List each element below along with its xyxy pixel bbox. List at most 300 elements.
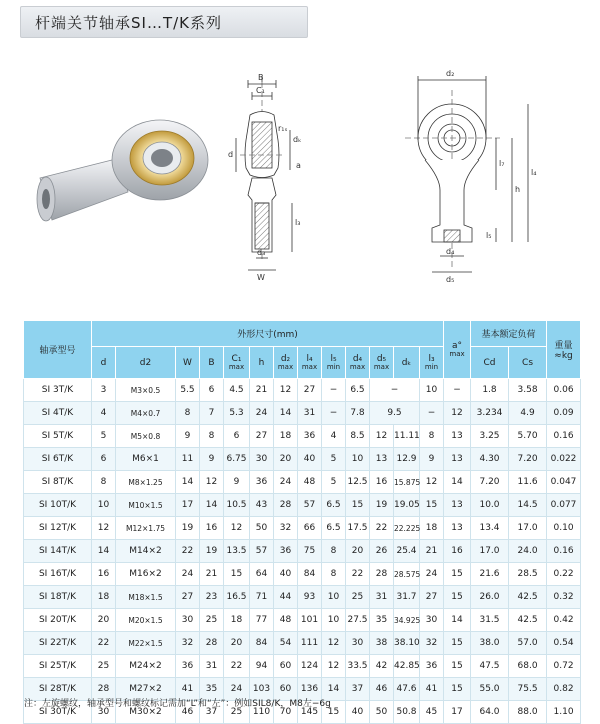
table-cell: 103 — [250, 678, 274, 701]
table-cell: 43 — [250, 494, 274, 517]
table-cell: 0.82 — [547, 678, 581, 701]
table-cell: 19 — [370, 494, 394, 517]
table-cell: 60 — [274, 678, 298, 701]
table-cell: 8 — [322, 540, 346, 563]
table-cell: 15 — [444, 563, 471, 586]
table-cell: 13 — [444, 517, 471, 540]
table-cell: SI 14T/K — [24, 540, 92, 563]
label-B: B — [258, 73, 264, 82]
table-row — [24, 609, 581, 632]
table-cell: 0.16 — [547, 540, 581, 563]
table-cell: − — [370, 379, 420, 402]
header-weight: 重量 ≈kg — [547, 321, 581, 379]
table-cell: 14 — [322, 678, 346, 701]
table-cell: 145 — [298, 701, 322, 724]
table-cell: 68.0 — [509, 655, 547, 678]
table-cell: 24 — [420, 563, 444, 586]
table-cell: SI 4T/K — [24, 402, 92, 425]
table-cell: 0.32 — [547, 586, 581, 609]
table-cell: 15 — [444, 678, 471, 701]
table-row — [24, 655, 581, 678]
table-cell: 15 — [444, 655, 471, 678]
label-d2: d₂ — [446, 69, 455, 78]
table-cell: 35 — [200, 678, 224, 701]
table-cell: 4.5 — [224, 379, 250, 402]
table-cell: 41 — [420, 678, 444, 701]
table-cell: 28 — [370, 563, 394, 586]
table-cell: M6×1 — [116, 448, 176, 471]
table-cell: 50.8 — [394, 701, 420, 724]
label-h: h — [515, 185, 521, 194]
table-cell: 10 — [346, 448, 370, 471]
table-cell: 32 — [274, 517, 298, 540]
table-cell: 25 — [224, 701, 250, 724]
table-row — [24, 563, 581, 586]
table-cell: 16 — [200, 517, 224, 540]
table-cell: SI 6T/K — [24, 448, 92, 471]
label-l3: l₃ — [295, 218, 301, 227]
table-cell: 30 — [176, 609, 200, 632]
table-cell: 25.4 — [394, 540, 420, 563]
header-model: 轴承型号 — [24, 321, 92, 379]
table-cell: 8 — [176, 402, 200, 425]
table-cell: 11 — [176, 448, 200, 471]
table-cell: SI 22T/K — [24, 632, 92, 655]
table-cell: 33.5 — [346, 655, 370, 678]
table-cell: 38 — [370, 632, 394, 655]
table-cell: 37 — [200, 701, 224, 724]
table-cell: 28.5 — [509, 563, 547, 586]
table-cell: SI 25T/K — [24, 655, 92, 678]
label-a: a — [296, 161, 301, 170]
table-cell: 18 — [274, 425, 298, 448]
table-cell: 46 — [370, 678, 394, 701]
table-cell: 38.10 — [394, 632, 420, 655]
table-cell: 28 — [274, 494, 298, 517]
header-angle: a° max — [444, 321, 471, 379]
table-cell: 42 — [370, 655, 394, 678]
table-cell: 4.9 — [509, 402, 547, 425]
table-cell: 55.0 — [471, 678, 509, 701]
table-cell: 3 — [92, 379, 116, 402]
header-Cs: Cs — [509, 347, 547, 379]
table-cell: 16 — [444, 540, 471, 563]
table-cell: 16 — [370, 471, 394, 494]
table-cell: 46 — [176, 701, 200, 724]
table-cell: 16 — [92, 563, 116, 586]
table-cell: 10 — [322, 586, 346, 609]
table-cell: 9 — [224, 471, 250, 494]
table-cell: 41 — [176, 678, 200, 701]
table-cell: 21 — [420, 540, 444, 563]
table-cell: 6 — [92, 448, 116, 471]
table-cell: 31 — [370, 586, 394, 609]
table-cell: 24 — [274, 471, 298, 494]
table-cell: 14 — [444, 609, 471, 632]
header-d2: d2 — [116, 347, 176, 379]
header-Cd: Cd — [471, 347, 509, 379]
header-dz: d₂ max — [274, 347, 298, 379]
table-cell: 14 — [444, 471, 471, 494]
table-cell: 32 — [420, 632, 444, 655]
table-cell: 57.0 — [509, 632, 547, 655]
table-cell: SI 5T/K — [24, 425, 92, 448]
table-cell: 13 — [370, 448, 394, 471]
table-cell: 26 — [370, 540, 394, 563]
table-cell: 11.6 — [509, 471, 547, 494]
table-cell: 19 — [200, 540, 224, 563]
table-cell: 13.4 — [471, 517, 509, 540]
table-cell: 12 — [200, 471, 224, 494]
table-cell: 54 — [274, 632, 298, 655]
table-cell: 18 — [224, 609, 250, 632]
table-cell: M30×2 — [116, 701, 176, 724]
table-cell: 5 — [322, 448, 346, 471]
table-cell: 15 — [346, 494, 370, 517]
table-cell: 4 — [92, 402, 116, 425]
table-cell: 18 — [92, 586, 116, 609]
table-cell: 6 — [200, 379, 224, 402]
table-cell: 28 — [200, 632, 224, 655]
table-cell: 5.5 — [176, 379, 200, 402]
table-cell: 15 — [420, 494, 444, 517]
header-d4: d₄ max — [346, 347, 370, 379]
table-cell: 3.234 — [471, 402, 509, 425]
table-cell: 88.0 — [509, 701, 547, 724]
header-outer-dims: 外形尺寸(mm) — [92, 321, 444, 347]
table-cell: 13 — [444, 425, 471, 448]
table-cell: M12×1.75 — [116, 517, 176, 540]
label-d5: d₅ — [446, 275, 455, 284]
table-cell: 14.5 — [509, 494, 547, 517]
table-cell: 1.8 — [471, 379, 509, 402]
table-cell: 12 — [322, 655, 346, 678]
label-l5: l₅ — [486, 231, 492, 240]
table-cell: 30 — [92, 701, 116, 724]
header-d: d — [92, 347, 116, 379]
table-cell: 22 — [176, 540, 200, 563]
table-row — [24, 517, 581, 540]
label-d: d — [228, 150, 234, 159]
spec-table — [23, 320, 581, 724]
table-cell: 0.077 — [547, 494, 581, 517]
table-cell: 22 — [224, 655, 250, 678]
table-cell: 0.42 — [547, 609, 581, 632]
table-cell: 9 — [176, 425, 200, 448]
table-cell: 3.25 — [471, 425, 509, 448]
table-cell: − — [444, 379, 471, 402]
table-cell: 25 — [200, 609, 224, 632]
table-cell: 27 — [420, 586, 444, 609]
table-cell: 8 — [420, 425, 444, 448]
table-cell: 7 — [200, 402, 224, 425]
table-cell: 30 — [420, 609, 444, 632]
table-cell: 0.72 — [547, 655, 581, 678]
table-cell: 5 — [322, 471, 346, 494]
spec-table-body — [24, 379, 581, 724]
table-cell: 48 — [298, 471, 322, 494]
label-l7: l₇ — [499, 159, 505, 168]
table-cell: 124 — [298, 655, 322, 678]
label-dk: dₖ — [293, 135, 302, 144]
table-cell: 18 — [420, 517, 444, 540]
table-cell: 10.0 — [471, 494, 509, 517]
table-cell: 14 — [274, 402, 298, 425]
table-cell: 94 — [250, 655, 274, 678]
table-cell: 15 — [444, 632, 471, 655]
table-cell: 17.5 — [346, 517, 370, 540]
product-photo — [37, 120, 208, 221]
table-cell: 24 — [176, 563, 200, 586]
table-cell: 15.875 — [394, 471, 420, 494]
table-cell: 10 — [420, 379, 444, 402]
table-cell: 14 — [92, 540, 116, 563]
table-cell: 47.6 — [394, 678, 420, 701]
label-l4: l₄ — [531, 168, 537, 177]
table-cell: 30 — [250, 448, 274, 471]
table-row — [24, 540, 581, 563]
table-cell: 84 — [250, 632, 274, 655]
table-cell: 27 — [298, 379, 322, 402]
table-cell: M22×1.5 — [116, 632, 176, 655]
table-cell: 25 — [92, 655, 116, 678]
table-cell: 111 — [298, 632, 322, 655]
table-cell: 28.575 — [394, 563, 420, 586]
page-title: 杆端关节轴承SI…T/K系列 — [35, 14, 222, 32]
table-cell: 21 — [200, 563, 224, 586]
table-cell: 6.75 — [224, 448, 250, 471]
table-cell: 8 — [200, 425, 224, 448]
table-row — [24, 379, 581, 402]
table-cell: 5.3 — [224, 402, 250, 425]
table-cell: 14 — [176, 471, 200, 494]
table-cell: M20×1.5 — [116, 609, 176, 632]
table-cell: 22 — [370, 517, 394, 540]
table-cell: M4×0.7 — [116, 402, 176, 425]
table-cell: 20 — [224, 632, 250, 655]
table-cell: 0.047 — [547, 471, 581, 494]
table-cell: M14×2 — [116, 540, 176, 563]
table-cell: SI 12T/K — [24, 517, 92, 540]
table-cell: 42.5 — [509, 586, 547, 609]
table-cell: 31.7 — [394, 586, 420, 609]
table-cell: 6.5 — [322, 517, 346, 540]
table-cell: M24×2 — [116, 655, 176, 678]
table-row — [24, 586, 581, 609]
table-cell: 12 — [420, 471, 444, 494]
label-d3: d₃ — [257, 248, 266, 257]
table-cell: 9 — [200, 448, 224, 471]
table-cell: 48 — [274, 609, 298, 632]
table-cell: M10×1.5 — [116, 494, 176, 517]
header-load: 基本额定负荷 — [471, 321, 547, 347]
table-cell: 20 — [346, 540, 370, 563]
table-cell: 42.5 — [509, 609, 547, 632]
table-cell: 4 — [322, 425, 346, 448]
table-cell: 0.06 — [547, 379, 581, 402]
table-cell: 15 — [444, 586, 471, 609]
table-cell: 64 — [250, 563, 274, 586]
table-cell: 22.225 — [394, 517, 420, 540]
table-cell: 35 — [370, 609, 394, 632]
table-cell: 16.5 — [224, 586, 250, 609]
table-cell: 13 — [444, 448, 471, 471]
table-cell: 12 — [224, 517, 250, 540]
table-cell: 31.5 — [471, 609, 509, 632]
table-cell: 36 — [420, 655, 444, 678]
table-cell: 84 — [298, 563, 322, 586]
table-cell: SI 20T/K — [24, 609, 92, 632]
table-cell: 30 — [346, 632, 370, 655]
table-cell: M5×0.8 — [116, 425, 176, 448]
table-cell: 42.85 — [394, 655, 420, 678]
table-cell: 12.9 — [394, 448, 420, 471]
table-cell: 23 — [200, 586, 224, 609]
table-cell: 10 — [322, 609, 346, 632]
table-cell: SI 16T/K — [24, 563, 92, 586]
table-cell: 77 — [250, 609, 274, 632]
table-cell: 13 — [444, 494, 471, 517]
table-row — [24, 632, 581, 655]
table-cell: 8.5 — [346, 425, 370, 448]
table-cell: 32 — [176, 632, 200, 655]
label-C1: C₁ — [256, 86, 265, 95]
table-cell: 31 — [200, 655, 224, 678]
table-cell: 45 — [420, 701, 444, 724]
table-cell: 17 — [176, 494, 200, 517]
table-cell: 12 — [274, 379, 298, 402]
table-cell: 8 — [92, 471, 116, 494]
table-cell: 15 — [224, 563, 250, 586]
table-cell: M8×1.25 — [116, 471, 176, 494]
table-cell: 21 — [250, 379, 274, 402]
table-cell: 101 — [298, 609, 322, 632]
table-cell: − — [322, 402, 346, 425]
table-cell: 34.925 — [394, 609, 420, 632]
table-cell: 12 — [370, 425, 394, 448]
table-cell: 11.11 — [394, 425, 420, 448]
table-cell: 0.22 — [547, 563, 581, 586]
table-cell: 12.5 — [346, 471, 370, 494]
header-B: B — [200, 347, 224, 379]
table-cell: 0.09 — [547, 402, 581, 425]
table-cell: 28 — [92, 678, 116, 701]
header-l3: l₃ min — [420, 347, 444, 379]
table-cell: 66 — [298, 517, 322, 540]
table-cell: 10.5 — [224, 494, 250, 517]
table-cell: SI 10T/K — [24, 494, 92, 517]
table-cell: 24 — [250, 402, 274, 425]
table-cell: 57 — [298, 494, 322, 517]
table-cell: 6.5 — [346, 379, 370, 402]
table-cell: 47.5 — [471, 655, 509, 678]
table-cell: 70 — [274, 701, 298, 724]
table-cell: 15 — [322, 701, 346, 724]
table-cell: SI 3T/K — [24, 379, 92, 402]
table-cell: 17 — [444, 701, 471, 724]
table-row — [24, 494, 581, 517]
table-cell: SI 28T/K — [24, 678, 92, 701]
table-cell: − — [420, 402, 444, 425]
label-W: W — [257, 273, 265, 282]
table-cell: − — [322, 379, 346, 402]
label-r1s: r₁ₛ — [278, 124, 288, 133]
table-cell: 19.05 — [394, 494, 420, 517]
footnote: 注：左旋螺纹，轴承型号和螺纹标记需加“L”和“左”：例如SIL8/K，M8左−6g — [24, 699, 331, 709]
table-cell: M18×1.5 — [116, 586, 176, 609]
front-view-drawing — [405, 76, 528, 272]
table-cell: 20 — [274, 448, 298, 471]
table-cell: 20 — [92, 609, 116, 632]
section-drawing — [236, 76, 292, 270]
table-cell: 57 — [250, 540, 274, 563]
table-cell: 8 — [322, 563, 346, 586]
header-dk: dₖ — [394, 347, 420, 379]
table-cell: 4.30 — [471, 448, 509, 471]
table-cell: 27 — [176, 586, 200, 609]
table-cell: 0.022 — [547, 448, 581, 471]
table-cell: 136 — [298, 678, 322, 701]
table-cell: 26.0 — [471, 586, 509, 609]
table-cell: 75.5 — [509, 678, 547, 701]
table-cell: 37 — [346, 678, 370, 701]
table-cell: 22 — [92, 632, 116, 655]
table-cell: 36 — [176, 655, 200, 678]
table-cell: 1.10 — [547, 701, 581, 724]
table-cell: 50 — [250, 517, 274, 540]
table-cell: 6.5 — [322, 494, 346, 517]
table-cell: 9.5 — [370, 402, 420, 425]
table-cell: 5 — [92, 425, 116, 448]
header-l5: l₅ min — [322, 347, 346, 379]
table-cell: 7.20 — [471, 471, 509, 494]
table-cell: 24.0 — [509, 540, 547, 563]
table-cell: 14 — [200, 494, 224, 517]
table-cell: M16×2 — [116, 563, 176, 586]
table-cell: 27.5 — [346, 609, 370, 632]
table-row — [24, 425, 581, 448]
table-cell: 22 — [346, 563, 370, 586]
technical-drawings — [0, 60, 600, 310]
table-cell: 5.70 — [509, 425, 547, 448]
label-d4: d₄ — [446, 247, 455, 256]
table-cell: 40 — [298, 448, 322, 471]
table-cell: 12 — [444, 402, 471, 425]
table-row — [24, 448, 581, 471]
table-cell: SI 18T/K — [24, 586, 92, 609]
table-cell: 7.20 — [509, 448, 547, 471]
table-row — [24, 402, 581, 425]
table-cell: 0.54 — [547, 632, 581, 655]
table-cell: 36 — [250, 471, 274, 494]
table-cell: 60 — [274, 655, 298, 678]
header-l4: l₄ max — [298, 347, 322, 379]
table-cell: 31 — [298, 402, 322, 425]
header-d5: d₅ max — [370, 347, 394, 379]
table-cell: 17.0 — [509, 517, 547, 540]
table-cell: 10 — [92, 494, 116, 517]
table-row — [24, 471, 581, 494]
table-cell: 44 — [274, 586, 298, 609]
table-cell: 12 — [92, 517, 116, 540]
table-cell: 13.5 — [224, 540, 250, 563]
table-cell: 25 — [346, 586, 370, 609]
figures — [0, 60, 600, 310]
table-cell: 93 — [298, 586, 322, 609]
table-cell: 19 — [176, 517, 200, 540]
title-bar — [20, 6, 308, 38]
header-h: h — [250, 347, 274, 379]
